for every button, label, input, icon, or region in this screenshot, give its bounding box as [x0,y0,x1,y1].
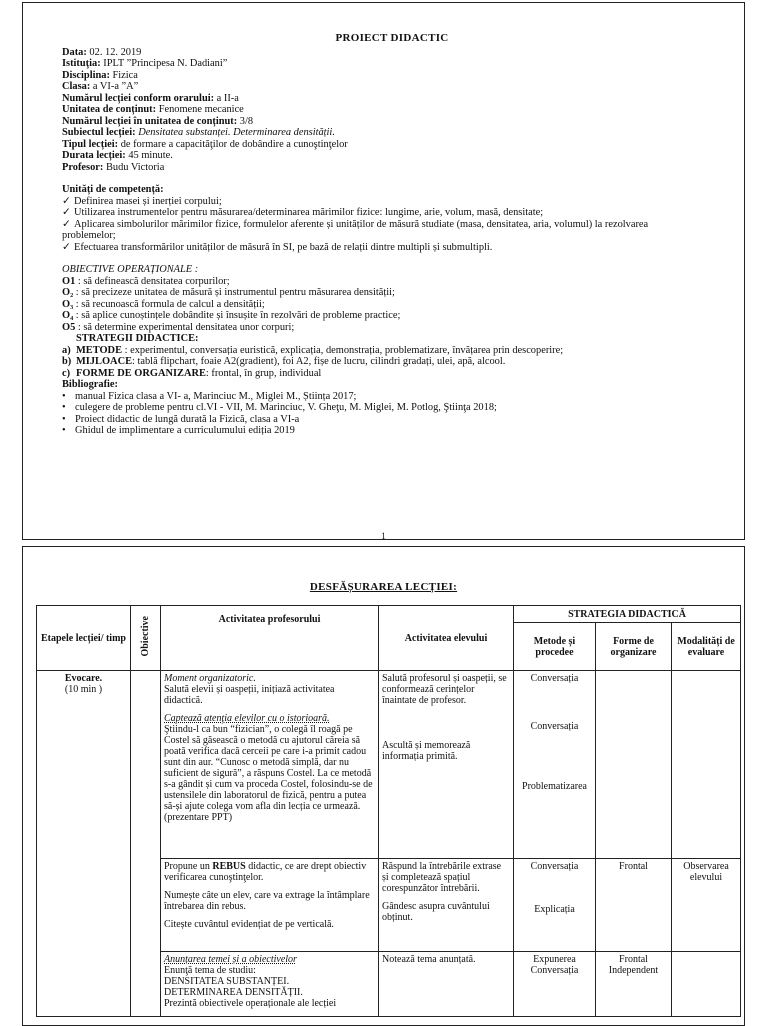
info-field-value: de formare a capacităţilor de dobândire a cunoştinţelor [118,138,348,150]
student-note: Notează tema anunțată. [382,954,476,965]
info-field [62,47,722,59]
objective-text: : să aplice cunoștințele dobândite și însușite în rezolvări de probleme practice; [73,310,401,321]
info-field [62,81,722,93]
student-activity-cell [379,952,514,1017]
bullet-icon: • [62,413,66,425]
method-3: Problematizarea [522,781,587,792]
info-field-label: Istituţia: [62,58,101,69]
strategy-text: : tablă flipchart, foaie A2(gradient), foi A2, fișe de lucru, cilindri gradați, ulei, apă, alcool. [132,356,506,367]
bibliography-item [62,414,722,426]
checkmark-icon: ✓ [62,241,71,253]
student-listen: Ascultă și memorează informația primită. [382,740,471,762]
strategy-text: : experimentul, conversația euristică, explicația, demonstrația, problematizare, învățarea prin descoperire; [122,344,564,356]
competence-heading: Unități de competență: [62,184,164,195]
strategy-item [62,368,722,380]
competence-text: Aplicarea simbolurilor mărimilor fizice, formulelor aferente și unităților de măsură studiate (masa, densitatea, aria, volumul) la rezolvarea [74,218,649,230]
info-field-value: IPLT ”Principesa N. Dadiani” [100,58,228,69]
header-forms: Forme de organizare [596,623,672,671]
forms-cell: Frontal [596,859,672,952]
info-field-value: Budu Victoria [103,161,165,173]
info-field-label: Disciplina: [62,69,110,81]
page-number: 1 [381,531,386,541]
strategy-prefix: c) [62,367,71,379]
form-2: Independent [608,965,659,976]
rebus-text [164,861,375,883]
student-think: Gândesc asupra cuvântului obținut. [382,901,490,923]
methods-cell [514,859,596,952]
info-field-value: 02. 12. 2019 [86,46,142,58]
lesson-flow-title: DESFĂȘURAREA LECȚIEI: [309,581,458,593]
info-field [62,70,722,82]
topic-line-1: DENSITATEA SUBSTANȚEI. [164,976,290,987]
lesson-table [36,605,741,1017]
info-field-value: Fizica [109,69,138,81]
bibliography-text: Ghidul de implimentare a curriculumului ediția 2019 [75,425,295,436]
rebus-text-pre: Propune un [164,861,213,872]
rebus-step-3: Citește cuvântul evidențiat de pe verticală. [164,919,334,930]
bibliography-heading: Bibliografie: [62,379,118,390]
moment-text: Salută elevii și oaspeții, inițiază activitatea didactică. [164,684,335,706]
bibliography-list [62,391,722,437]
strategy-label: METODE [76,344,122,356]
announce-label: Anunțarea temei și a obiectivelor [164,954,297,965]
student-greet: Salută profesorul și oaspeții, se conformează cerințelor înaintate de profesor. [382,673,507,706]
info-field [62,127,722,139]
info-field [62,58,722,70]
checkmark-icon: ✓ [62,207,71,218]
info-field-value: Densitatea substanței. Determinarea densității. [135,127,335,138]
methods-cell [514,671,596,859]
checkmark-icon: ✓ [62,218,71,230]
info-field-label: Unitatea de conținut: [62,104,157,115]
objective-code: O5 [62,321,76,333]
rebus-label: REBUS [212,861,246,872]
strategy-item [62,345,722,357]
announce-text: Enunţă tema de studiu: [164,965,256,976]
info-field-label: Numărul lecției conform orarului: [62,92,215,104]
table-row [37,671,741,859]
bibliography-item [62,402,722,414]
student-answer: Răspund la întrebările extrase și completează spațiul corespunzător întrebării. [382,861,502,894]
info-field [62,162,722,174]
stage-name: Evocare. [64,673,103,684]
evaluation-cell [672,952,741,1017]
info-field-label: Tipul lecției: [62,138,119,150]
strategy-item [62,356,722,368]
info-field [62,139,722,151]
teacher-activity-cell [161,952,379,1017]
strategy-label: FORME DE ORGANIZARE [76,367,206,379]
stage-time: (10 min ) [64,684,103,695]
bibliography-text: culegere de probleme pentru cl.VI - VII, M. Marinciuc, V. Gheţu, M. Miglei, M. Potlog, Ştiinţa 2018; [75,402,497,413]
strategy-list [62,345,722,380]
bibliography-text: manual Fizica clasa a VI- a, Marinciuc M., Miglei M., Știința 2017; [75,390,357,402]
bibliography-text: Proiect didactic de lungă durată la Fizică, clasa a VI-a [75,413,300,425]
lesson-info-fields [62,47,722,174]
objective-code: O₄ [62,310,74,321]
student-activity-cell [379,859,514,952]
table-header-row [37,606,741,623]
bullet-icon: • [62,425,66,436]
forms-cell [596,671,672,859]
story-text: Ştiindu-l ca bun “fizician”, o colegă îl roagă pe Costel să găsească o metodă cu ajutorul căreia să poată verifica dacă cerceii pe care i-a primit cadou sunt din aur. “Cunosc o metodă simplă, dar nu suficient de sigură”, a răspuns Costel. La ce metodă s-a gândit și cum va proceda Costel, folosindu-se de ustensilele din laboratorul de fizică, pentru a putea să-și ajute colega vom afla din lecția ce urmează. (prezentare PPT) [164,724,373,823]
teacher-activity-cell [161,671,379,859]
header-strategy: STRATEGIA DIDACTICĂ [514,606,741,623]
bibliography-item [62,425,722,437]
methods-cell [514,952,596,1017]
info-field-value: Fenomene mecanice [156,104,244,115]
info-field-label: Clasa: [62,81,91,92]
bullet-icon: • [62,390,66,402]
strategy-heading: STRATEGII DIDACTICE: [76,333,199,344]
checkmark-icon: ✓ [62,195,71,207]
evaluation-cell [672,671,741,859]
strategy-prefix: a) [62,344,71,356]
competence-item [62,196,722,208]
forms-cell [596,952,672,1017]
objective-code: O1 [62,275,76,287]
objective-list [62,276,722,334]
info-field-label: Numărul lecției în unitatea de conținut: [62,115,238,127]
info-field-value: 45 minute. [125,150,173,161]
form-1: Frontal [619,954,648,965]
moment-label: Moment organizatoric. [164,673,256,684]
rebus-step-2: Numește câte un elev, care va extrage la întâmplare întrebarea din rebus. [164,890,370,912]
objective-item [62,299,722,311]
competence-list [62,196,722,254]
competence-text: Efectuarea transformărilor unităților de măsură în SI, pe bază de relații dintre multipli și submultipli. [74,241,493,253]
info-field [62,93,722,105]
method-2: Explicația [534,904,575,915]
competence-item [62,230,722,242]
method-2: Conversația [530,721,579,732]
document-page-1 [22,2,745,540]
method-2: Conversația [530,965,579,976]
teacher-activity-cell [161,859,379,952]
objective-text: : să determine experimental densitatea unor corpuri; [75,321,295,333]
page-1-content [62,33,722,437]
header-objective [131,606,161,671]
info-field-label: Durata lecției: [62,150,126,161]
rebus-text-post: didactic, ce are drept obiectiv verificarea cunoştinţelor. [164,861,367,883]
strategy-text: : frontal, în grup, individual [205,367,322,379]
objective-text: : să recunoască formula de calcul a densității; [73,298,265,310]
topic-line-2: DETERMINAREA DENSITĂȚII. [164,987,303,998]
competence-text: Utilizarea instrumentelor pentru măsurarea/determinarea mărimilor fizice: lungime, arie, volum, masă, densitate; [74,207,544,218]
objective-text: : să precizeze unitatea de măsură și instrumentul pentru măsurarea densității; [73,287,395,298]
info-field [62,104,722,116]
objective-code: O₂ [62,287,74,298]
info-field-value: a II-a [214,92,239,104]
announce-tail: Prezintă obiectivele operaționale ale lecției [164,998,337,1009]
stage-cell [37,671,131,1017]
header-evaluation: Modalități de evaluare [672,623,741,671]
info-field [62,150,722,162]
info-field [62,116,722,128]
objective-item [62,322,722,334]
competence-item [62,242,722,254]
method-1: Conversația [530,861,579,872]
objective-code: O₃ [62,298,74,310]
header-objective-label: Obiective [140,616,151,657]
story-label: Captează atenţia elevilor cu o istorioară. [164,713,330,724]
bibliography-item [62,391,722,403]
objective-item [62,287,722,299]
objective-item [62,310,722,322]
header-methods: Metode și procedee [514,623,596,671]
header-stages: Etapele lecției/ timp [37,606,131,671]
competence-text: Definirea masei și inerției corpului; [74,195,222,207]
document-page-2 [22,546,745,1026]
objective-cell [131,671,161,1017]
bullet-icon: • [62,402,66,413]
info-field-label: Subiectul lecției: [62,127,136,138]
competence-item [62,219,722,231]
objective-item [62,276,722,288]
info-field-value: a VI-a ”A” [90,81,139,92]
student-activity-cell [379,671,514,859]
header-student: Activitatea elevului [379,606,514,671]
competence-item [62,207,722,219]
info-field-label: Profesor: [62,161,104,173]
objective-text: : să definească densitatea corpurilor; [75,275,230,287]
info-field-value: 3/8 [237,115,254,127]
header-teacher: Activitatea profesorului [161,606,379,671]
competence-text: problemelor; [62,230,116,241]
strategy-label: MIJLOACE [76,356,132,367]
strategy-prefix: b) [62,356,72,367]
method-1: Conversația [530,673,579,684]
document-title: PROIECT DIDACTIC [335,32,449,44]
method-1: Expunerea [533,954,576,965]
objectives-heading: OBIECTIVE OPERAȚIONALE : [62,264,199,275]
evaluation-cell: Observarea elevului [672,859,741,952]
info-field-label: Data: [62,46,87,58]
